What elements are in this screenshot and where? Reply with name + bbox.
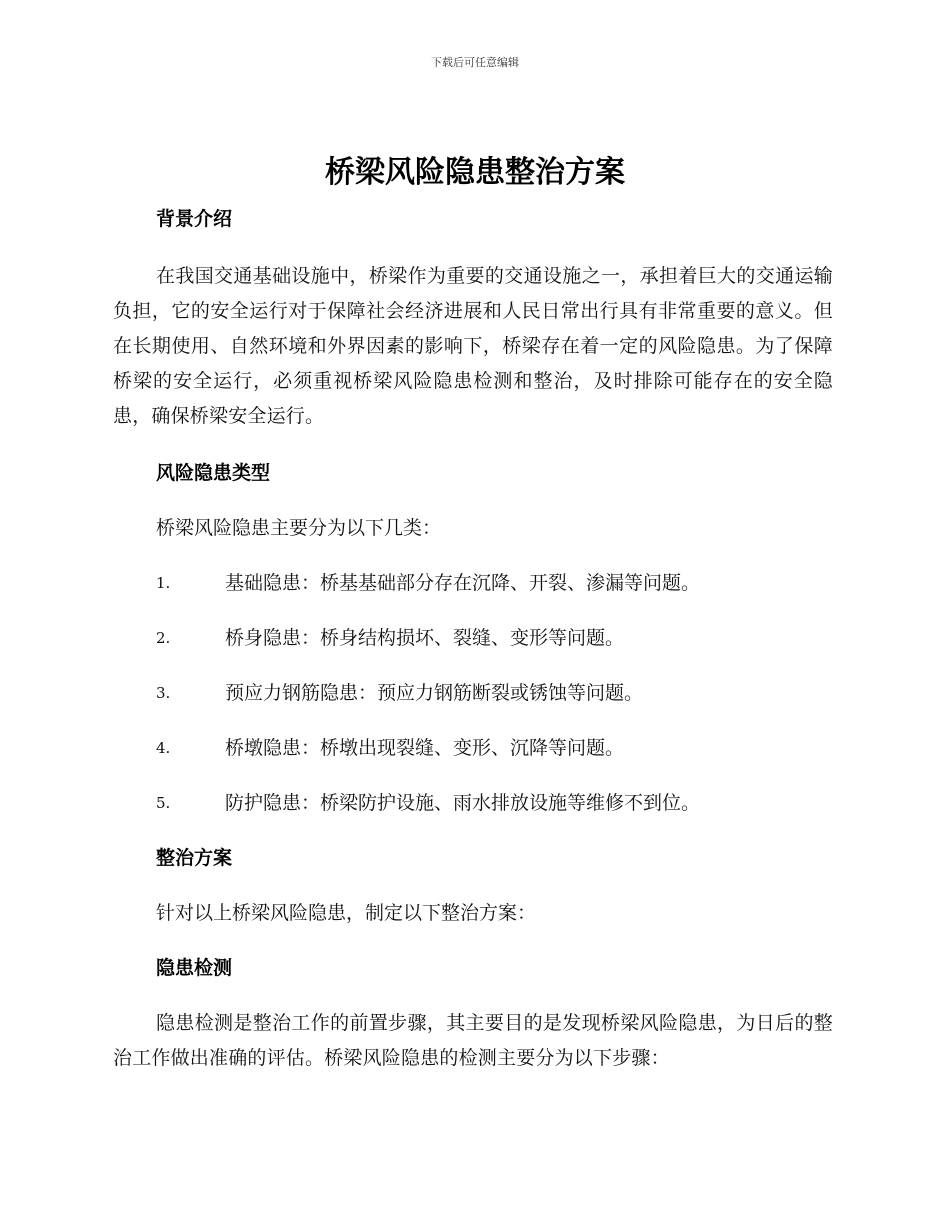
list-item-number: 5.	[156, 794, 171, 812]
list-item	[113, 618, 833, 658]
list-item-number: 4.	[156, 739, 171, 757]
section-heading-background: 背景介绍	[156, 208, 233, 230]
list-item	[113, 673, 833, 713]
section-heading-types: 风险隐患类型	[156, 462, 271, 484]
list-item-text: 桥身隐患：桥身结构损坏、裂缝、变形等问题。	[225, 627, 625, 649]
list-item-text: 桥墩隐患：桥墩出现裂缝、变形、沉降等问题。	[225, 737, 625, 759]
list-item-text: 预应力钢筋隐患：预应力钢筋断裂或锈蚀等问题。	[225, 682, 644, 704]
section-heading-detection: 隐患检测	[156, 957, 233, 979]
risk-type-list	[113, 563, 833, 823]
list-item-text: 基础隐患：桥基基础部分存在沉降、开裂、渗漏等问题。	[225, 572, 701, 594]
section-heading-plan: 整治方案	[156, 847, 233, 869]
list-item-number: 3.	[156, 684, 171, 702]
list-item	[113, 563, 833, 603]
list-item	[113, 783, 833, 823]
list-item-text: 防护隐患：桥梁防护设施、雨水排放设施等维修不到位。	[225, 792, 701, 814]
list-item	[113, 728, 833, 768]
list-item-number: 1.	[156, 574, 171, 592]
list-item-number: 2.	[156, 629, 171, 647]
document-title: 桥梁风险隐患整治方案	[325, 155, 625, 190]
document-body	[113, 199, 833, 1076]
header-note: 下载后可任意编辑	[431, 56, 519, 69]
plan-intro: 针对以上桥梁风险隐患，制定以下整治方案：	[156, 902, 537, 924]
detection-paragraph: 隐患检测是整治工作的前置步骤，其主要目的是发现桥梁风险隐患，为日后的整治工作做出准确的评估。桥梁风险隐患的检测主要分为以下步骤：	[113, 1012, 833, 1069]
types-intro: 桥梁风险隐患主要分为以下几类：	[156, 517, 442, 539]
background-paragraph: 在我国交通基础设施中，桥梁作为重要的交通设施之一，承担着巨大的交通运输负担，它的安全运行对于保障社会经济进展和人民日常出行具有非常重要的意义。但在长期使用、自然环境和外界因素的影响下，桥梁存在着一定的风险隐患。为了保障桥梁的安全运行，必须重视桥梁风险隐患检测和整治，及时排除可能存在的安全隐患，确保桥梁安全运行。	[113, 265, 833, 427]
